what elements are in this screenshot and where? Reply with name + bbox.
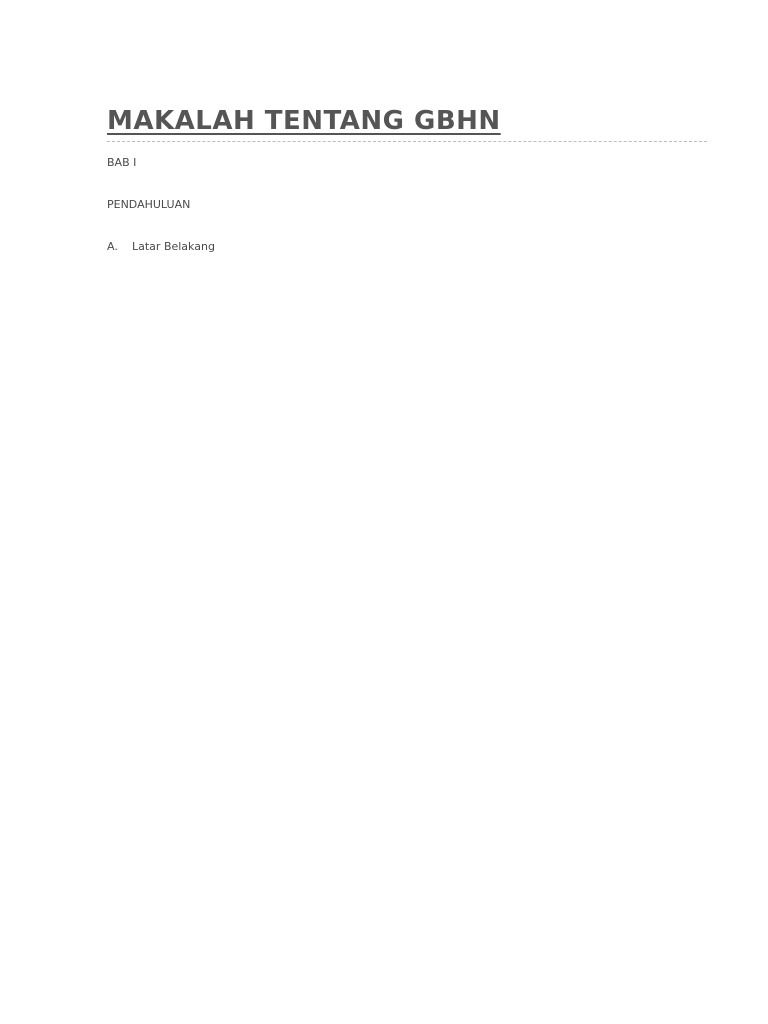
document-body xyxy=(107,104,707,425)
subsection-heading xyxy=(107,236,707,257)
paragraph-1 xyxy=(107,278,707,299)
page-title: MAKALAH TENTANG GBHN xyxy=(107,106,501,136)
paragraph-4 xyxy=(107,404,707,425)
paragraph-2 xyxy=(107,320,707,341)
section-title: PENDAHULUAN xyxy=(107,198,191,211)
paragraph-3 xyxy=(107,362,707,383)
title-divider xyxy=(107,141,707,142)
subsection-title: Latar Belakang xyxy=(132,240,215,253)
chapter-label: BAB I xyxy=(107,156,137,169)
subsection-marker: A. xyxy=(107,240,118,253)
